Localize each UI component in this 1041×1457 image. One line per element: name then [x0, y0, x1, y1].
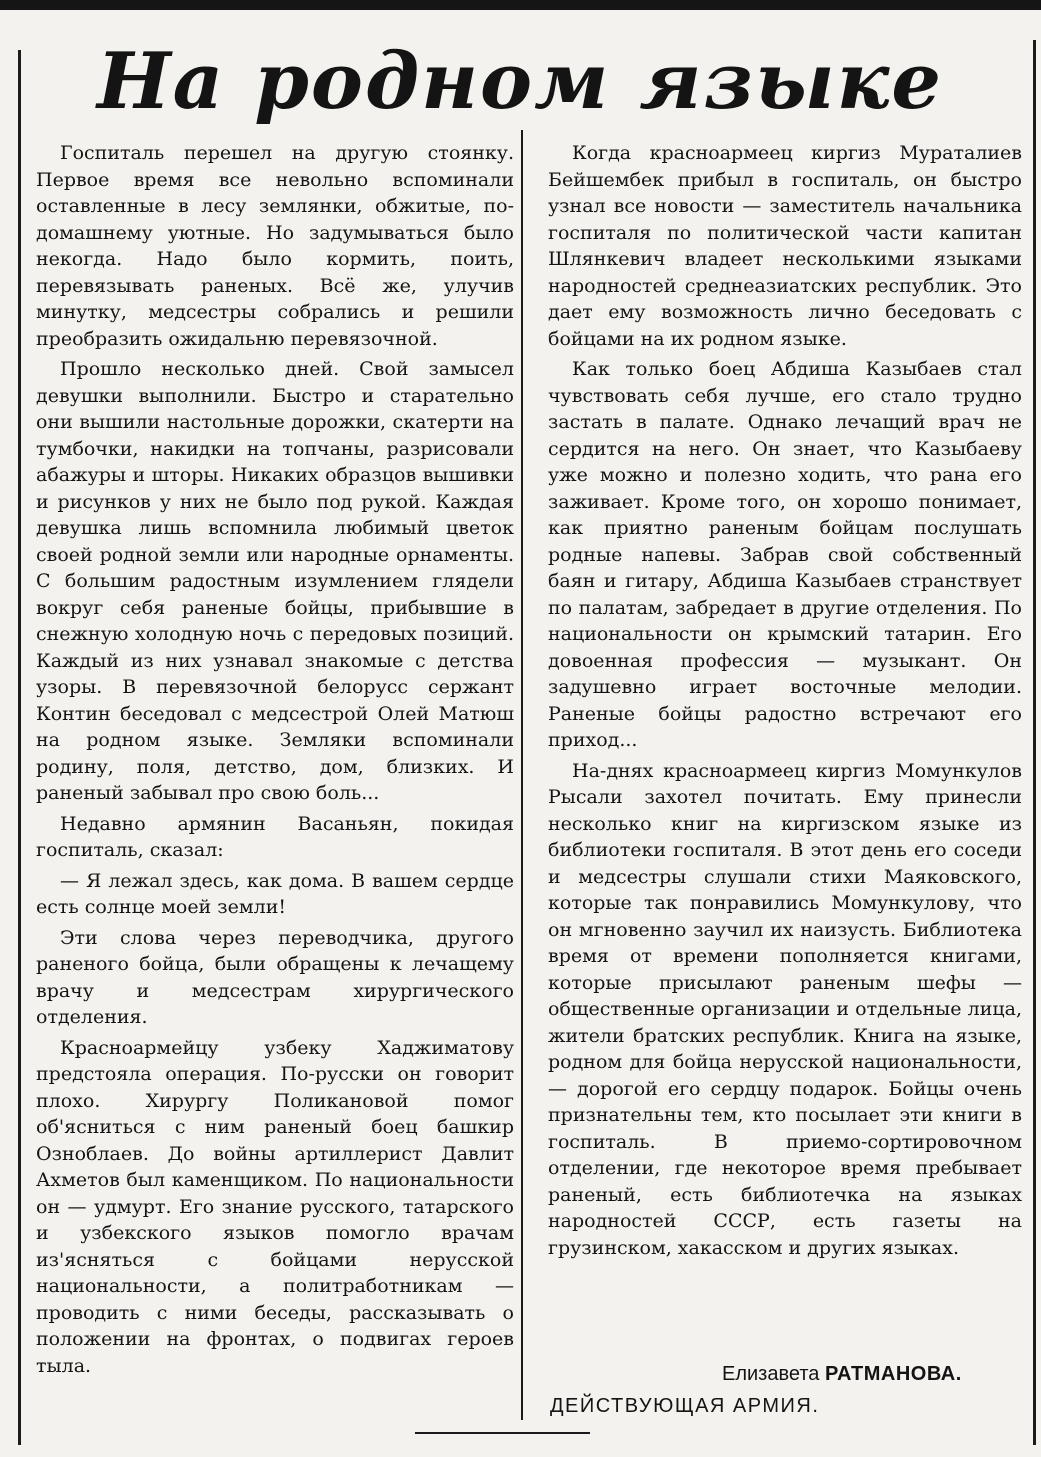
paragraph: Когда красноармеец киргиз Мураталиев Бейшембек прибыл в госпиталь, он быстро узнал все новости — заместитель начальника госпиталя по политической части капитан Шлянкевич владеет несколькими языками народностей среднеазиатских республик. Это дает ему возможность лично беседовать с бойцами на их родном языке.: [548, 142, 1022, 350]
right-border-rule: [1033, 40, 1036, 1445]
article-headline: На родном языке: [96, 36, 944, 127]
author-first-name: Елизавета: [722, 1363, 820, 1385]
end-rule: [415, 1432, 590, 1434]
article-column-left: [36, 140, 514, 1383]
paragraph: Прошло несколько дней. Свой замысел девушки выполнили. Быстро и старательно они вышили настольные дорожки, скатерти на тумбочки, накидки на топчаны, разрисовали абажуры и шторы. Никаких образцов вышивки и рисунков у них не было под рукой. Каждая девушка лишь вспомнила любимый цветок своей родной земли или народные орнаменты. С большим радостным изумлением глядели вокруг себя раненые бойцы, прибывшие в снежную холодную ночь с передовых позиций. Каждый из них узнавал знакомые с детства узоры. В перевязочной белорусс сержант Контин беседовал с медсестрой Олей Матюш на родном языке. Земляки вспоминали родину, поля, детство, дом, близких. И раненый забывал про свою боль...: [36, 358, 514, 804]
column-divider: [521, 130, 523, 1420]
paragraph: Недавно армянин Васаньян, покидая госпиталь, сказал:: [36, 812, 514, 861]
paragraph: — Я лежал здесь, как дома. В вашем сердце есть солнце моей земли!: [36, 869, 514, 918]
top-border-rule: [0, 0, 1041, 10]
paragraph: Эти слова через переводчика, другого раненого бойца, были обращены к лечащему врачу и медсестрам хирургического отделения.: [36, 926, 514, 1028]
author-last-name: РАТМАНОВА.: [824, 1363, 962, 1385]
paragraph: Как только боец Абдиша Казыбаев стал чувствовать себя лучше, его стало трудно застать в палате. Однако лечащий врач не сердится на него. Он знает, что Казыбаеву уже можно и полезно ходить, что рана его заживает. Кроме того, он хорошо понимает, как приятно раненым бойцам послушать родные напевы. Забрав свой собственный баян и гитару, Абдиша Казыбаев странствует по палатам, забредает в другие отделения. По национальности он крымский татарин. Его довоенная профессия — музыкант. Он задушевно играет восточные мелодии. Раненые бойцы радостно встречают его приход...: [548, 358, 1022, 751]
left-border-rule: [18, 50, 21, 1445]
author-signature: [722, 1360, 962, 1388]
dateline: ДЕЙСТВУЮЩАЯ АРМИЯ.: [550, 1395, 820, 1417]
paragraph: Красноармейцу узбеку Хаджиматову предстояла операция. По-русски он говорит плохо. Хирургу Поликановой помог об'ясниться с ним раненый боец башкир Озноблаев. До войны артиллерист Давлит Ахметов был каменщиком. По национальности он — удмурт. Его знание русского, татарского и узбекского языков помогло врачам из'ясняться с бойцами нерусской национальности, а политработникам — проводить с ними беседы, рассказывать о положении на фронтах, о подвигах героев тыла.: [36, 1036, 514, 1377]
paragraph: Госпиталь перешел на другую стоянку. Первое время все невольно вспоминали оставленные в лесу землянки, обжитые, по-домашнему уютные. Но задумываться было некогда. Надо было кормить, поить, перевязывать раненых. Всё же, улучив минутку, медсестры собрались и решили преобразить ожидальню перевязочной.: [36, 142, 514, 350]
article-column-right: [548, 140, 1022, 1265]
paragraph: На-днях красноармеец киргиз Момункулов Рысали захотел почитать. Ему принесли несколько книг на киргизском языке из библиотеки госпиталя. В этот день его соседи и медсестры слушали стихи Маяковского, которые так понравились Момункулову, что он мгновенно заучил их наизусть. Библиотека время от времени пополняется книгами, которые присылают раненым шефы — общественные организации и отдельные лица, жители братских республик. Книга на языке, родном для бойца нерусской национальности, — дорогой его сердцу подарок. Бойцы очень признательны тем, кто посылает эти книги в госпиталь. В приемо-сортировочном отделении, где некоторое время пребывает раненый, есть библиотечка на языках народностей СССР, есть газеты на грузинском, хакасском и других языках.: [548, 759, 1022, 1259]
